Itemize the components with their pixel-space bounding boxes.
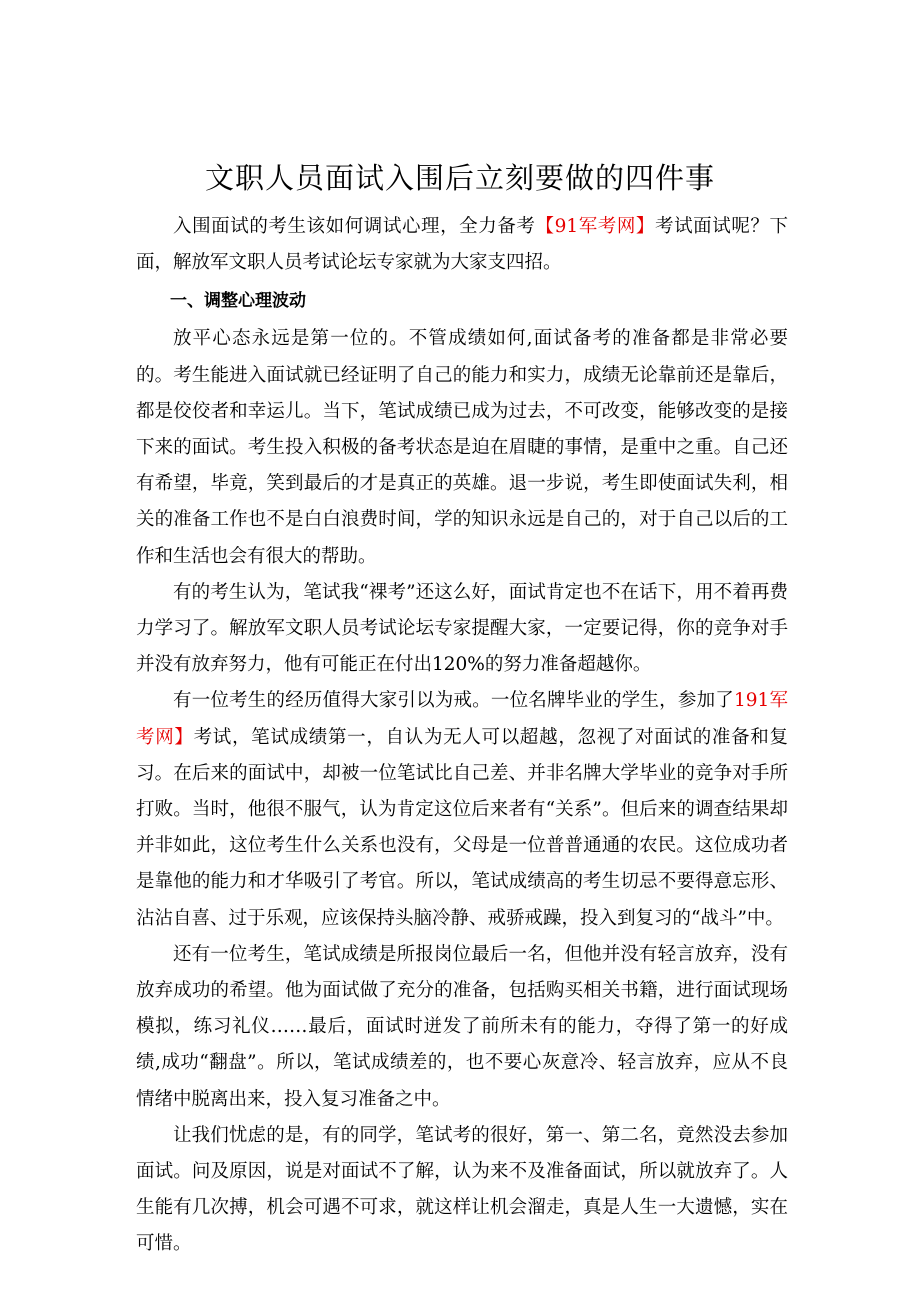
intro-text-after: 考试面试呢？下面，解放军文职人员考试论坛专家就为大家支四招。 — [136, 216, 788, 274]
paragraph-3 — [136, 683, 788, 936]
paragraph-3-before: 有一位考生的经历值得大家引以为戒。一位名牌毕业的学生，参加了 — [173, 690, 734, 712]
paragraph-5: 让我们忧虑的是，有的同学，笔试考的很好，第一、第二名，竟然没去参加面试。问及原因，说是对面试不了解，认为来不及准备面试，所以就放弃了。人生能有几次搏，机会可遇不可求，就这样让机会溜走，真是人生一大遗憾，实在可惜。 — [136, 1124, 788, 1255]
intro-highlight-link: 【91军考网】 — [535, 216, 656, 237]
paragraph-3-highlight: 191军考网】 — [136, 690, 788, 748]
paragraph-3-after: 考试，笔试成绩第一，自认为无人可以超越，忽视了对面试的准备和复习。在后来的面试中，却被一位笔试比自己差、并非名牌大学毕业的竞争对手所打败。当时，他很不服气，认为肯定这位后来者有“关系”。但后来的调查结果却并非如此，这位考生什么关系也没有，父母是一位普普通通的农民。这位成功者是靠他的能力和才华吸引了考官。所以，笔试成绩高的考生切忌不要得意忘形、沾沾自喜、过于乐观，应该保持头脑冷静、戒骄戒躁，投入到复习的“战斗”中。 — [136, 726, 788, 929]
intro-paragraph — [136, 209, 788, 281]
document-title: 文职人员面试入围后立刻要做的四件事 — [204, 161, 715, 195]
intro-text-before: 入围面试的考生该如何调试心理，全力备考 — [173, 216, 536, 237]
paragraph-4: 还有一位考生，笔试成绩是所报岗位最后一名，但他并没有轻言放弃，没有放弃成功的希望。他为面试做了充分的准备，包括购买相关书籍，进行面试现场模拟，练习礼仪……最后，面试时迸发了前所未有的能力，夺得了第一的好成绩,成功“翻盘”。所以，笔试成绩差的，也不要心灰意冷、轻言放弃，应从不良情绪中脱离出来，投入复习准备之中。 — [136, 943, 788, 1110]
document-body — [136, 209, 788, 1263]
section-heading-1: 一、调整心理波动 — [170, 291, 306, 312]
paragraph-2: 有的考生认为，笔试我“裸考”还这么好，面试肯定也不在话下，用不着再费力学习了。解放军文职人员考试论坛专家提醒大家，一定要记得，你的竞争对手并没有放弃努力，他有可能正在付出120%的努力准备超越你。 — [136, 581, 788, 676]
paragraph-1: 放平心态永远是第一位的。不管成绩如何,面试备考的准备都是非常必要的。考生能进入面试就已经证明了自己的能力和实力，成绩无论靠前还是靠后，都是佼佼者和幸运儿。当下，笔试成绩已成为过去，不可改变，能够改变的是接下来的面试。考生投入积极的备考状态是迫在眉睫的事情，是重中之重。自己还有希望，毕竟，笑到最后的才是真正的英雄。退一步说，考生即使面试失利，相关的准备工作也不是白白浪费时间，学的知识永远是自己的，对于自己以后的工作和生活也会有很大的帮助。 — [136, 328, 788, 567]
